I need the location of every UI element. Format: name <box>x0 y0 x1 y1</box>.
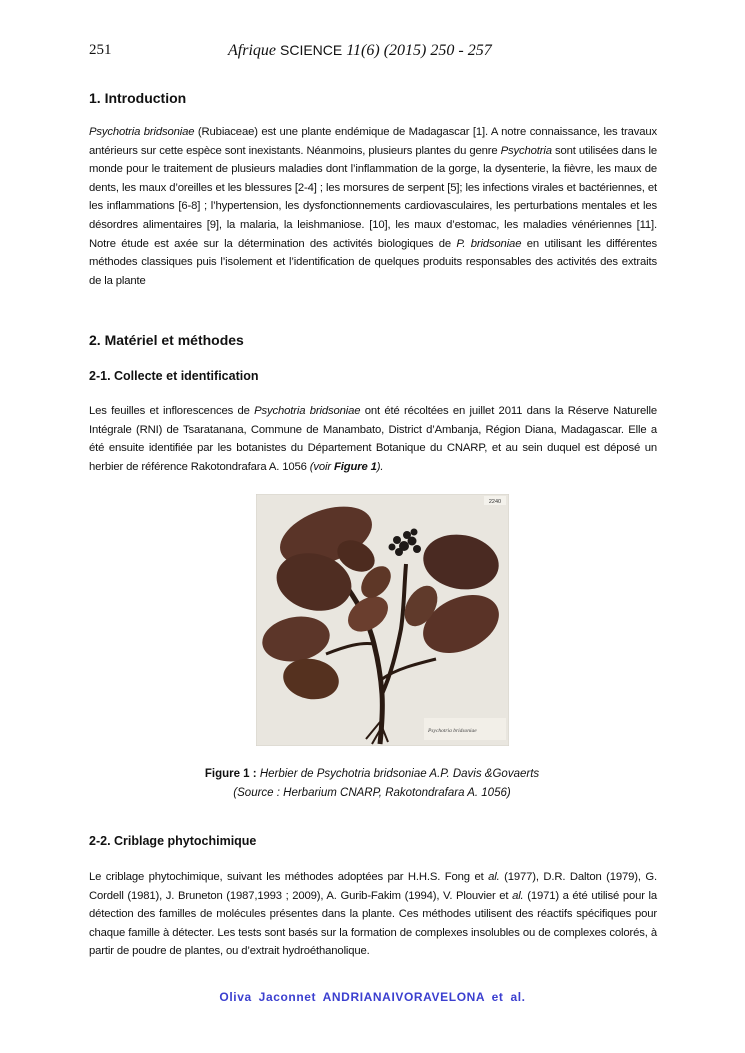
text-run: (1971) a été utilisé pour la détection des familles de molécules présentes dans la plante. Ces méthodes utilisent des réactifs spécifiques pour chaque famille à détecter. Les tests sont basés sur la formation de complexes insolubles ou de complexes colorés, à partir de poudre de plantes, ou d’extrait hydroéthanolique. <box>89 889 657 958</box>
et-al: al. <box>512 889 524 902</box>
species-name: Psychotria bridsoniae <box>89 126 195 138</box>
journal-science: SCIENCE <box>280 42 343 58</box>
introduction-paragraph <box>89 123 657 290</box>
page-number: 251 <box>89 42 112 58</box>
text-run: sont utilisées dans le monde pour le traitement de plusieurs maladies dont l’inflammation de la gorge, la dysenterie, la fièvre, les maux de dents, les maux d’oreilles et les blessures [2-4] ; les morsures de serpent [5]; les infections virales et bactériennes, et les inflammations [6-8] ; l’hypertension, les dysfonctionnements cardiovasculaires, les perturbations mentales et les désordres alimentaires [9], la malaria, la leishmaniose. [10], les maux d’estomac, les maladies vénériennes [11]. Notre étude est axée sur la détermination des activités biologiques de <box>89 144 657 250</box>
section-heading-introduction: 1. Introduction <box>89 90 187 106</box>
herbarium-specimen-image <box>256 494 509 746</box>
text-run: ). <box>376 460 384 473</box>
text-run: (Rubiaceae) est une plante endémique de Madagascar [1]. A notre connaissance, les travaux antérieurs sur cette espèce sont inexistants. Néanmoins, plusieurs plantes du genre <box>89 126 657 157</box>
text-run: (voir <box>309 460 334 473</box>
footer-authors: Oliva Jaconnet ANDRIANAIVORAVELONA et al. <box>219 990 526 1004</box>
text-run: en utilisant les différentes méthodes classiques puis l’isolement et l’identification de quelques produits responsables des activités des extraits de la plante <box>89 237 657 287</box>
specimen-label-text: Psychotria bridsoniae <box>428 728 477 734</box>
journal-header <box>228 42 492 60</box>
figure-label: Figure 1 : <box>204 768 257 780</box>
sheet-number: 2240 <box>488 499 502 505</box>
journal-name: Afrique <box>228 42 276 59</box>
et-al: al. <box>488 871 500 883</box>
text-run: Les feuilles et inflorescences de <box>89 405 255 417</box>
figure-caption <box>130 765 614 803</box>
journal-reference: 11(6) (2015) 250 - 257 <box>346 42 492 59</box>
collection-paragraph <box>89 402 657 476</box>
figure-title: Herbier de Psychotria bridsoniae A.P. Davis &Govaerts <box>259 768 540 780</box>
subsection-heading-screening: 2-2. Criblage phytochimique <box>89 834 257 848</box>
section-heading-methods: 2. Matériel et méthodes <box>89 332 244 348</box>
text-run: Le criblage phytochimique, suivant les méthodes adoptées par H.H.S. Fong et <box>89 871 489 883</box>
subsection-heading-collection: 2-1. Collecte et identification <box>89 369 259 383</box>
species-short-name: P. bridsoniae <box>456 237 522 250</box>
figure-link[interactable]: Figure 1 <box>333 460 377 473</box>
text-run: (1977), D.R. Dalton (1979), G. Cordell (1981), J. Bruneton (1987,1993 ; 2009), A. Gurib-Fakim (1994), V. Plouvier et <box>89 871 657 902</box>
species-name: Psychotria bridsoniae <box>254 405 361 417</box>
figure-source: (Source : Herbarium CNARP, Rakotondrafara A. 1056) <box>233 787 511 799</box>
screening-paragraph <box>89 868 657 961</box>
genus-name: Psychotria <box>500 144 552 157</box>
figure-reference[interactable] <box>310 461 384 473</box>
caption-line-1 <box>130 765 614 784</box>
text-run: ont été récoltées en juillet 2011 dans la Réserve Naturelle Intégrale (RNI) de Tsaratanana, Commune de Manambato, District d’Ambanja, Région Diana, Madagascar. Elle a été ensuite identifiée par les botanistes du Département Botanique du CNARP, et au sein duquel est déposé un herbier de référence Rakotondrafara A. 1056 <box>89 405 658 473</box>
